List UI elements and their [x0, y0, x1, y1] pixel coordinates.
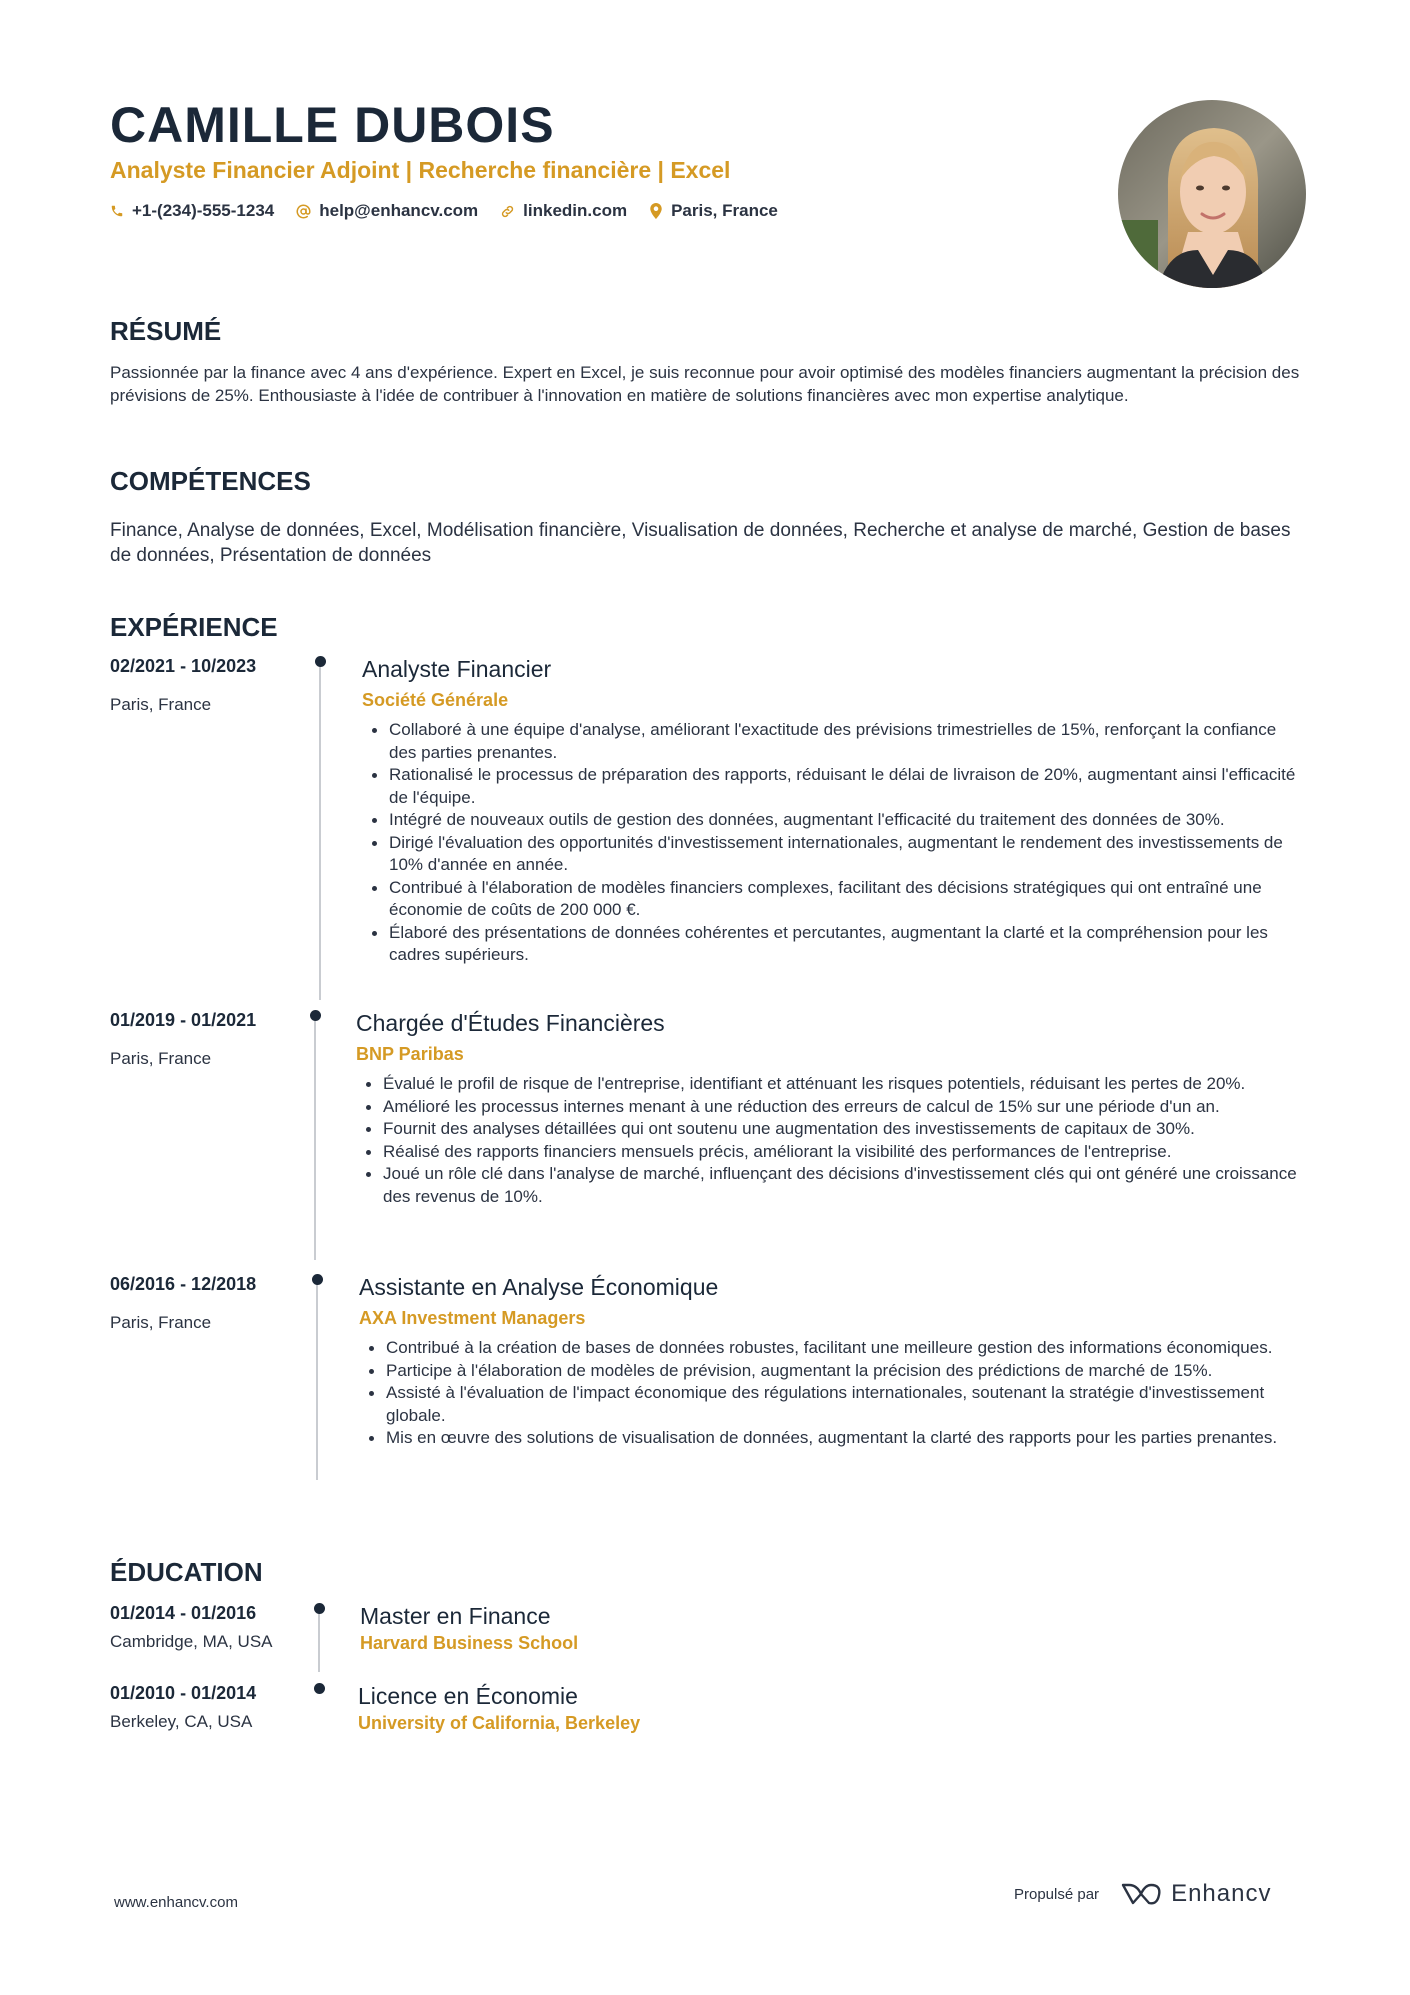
education-heading: ÉDUCATION — [110, 1557, 263, 1587]
job-bullets — [364, 1337, 1308, 1450]
contact-location — [649, 201, 778, 221]
job-company: AXA Investment Managers — [359, 1308, 586, 1328]
contact-phone[interactable] — [110, 201, 274, 221]
job-bullet: Contribué à la création de bases de données robustes, facilitant une meilleure gestion des informations économiques. — [364, 1337, 1308, 1360]
job-bullet: Intégré de nouveaux outils de gestion des données, augmentant l'efficacité du traitement des données de 30%. — [367, 809, 1307, 832]
timeline-line — [314, 1016, 316, 1260]
link-icon — [500, 204, 515, 219]
candidate-subtitle: Analyste Financier Adjoint | Recherche financière | Excel — [110, 157, 731, 183]
job-dates: 02/2021 - 10/2023 — [110, 656, 257, 676]
job-bullet: Participe à l'élaboration de modèles de prévision, augmentant la précision des prédictions de marché de 15%. — [364, 1360, 1308, 1383]
job-location: Paris, France — [110, 1049, 212, 1068]
candidate-name: CAMILLE DUBOIS — [110, 97, 555, 153]
powered-by-text: Propulsé par — [1014, 1885, 1100, 1903]
phone-text: +1-(234)-555-1234 — [132, 201, 275, 220]
location-pin-icon — [649, 203, 663, 219]
job-location: Paris, France — [110, 695, 212, 714]
at-icon — [296, 204, 311, 219]
education-degree: Licence en Économie — [358, 1683, 578, 1709]
job-bullet: Élaboré des présentations de données cohérentes et percutantes, augmentant la clarté et la compréhension pour les cadres supérieurs. — [367, 922, 1307, 967]
location-text: Paris, France — [671, 201, 778, 220]
education-dates: 01/2014 - 01/2016 — [110, 1603, 257, 1623]
timeline-dot — [312, 1274, 323, 1285]
job-dates: 06/2016 - 12/2018 — [110, 1274, 257, 1294]
summary-heading: RÉSUMÉ — [110, 316, 222, 346]
contact-email[interactable] — [296, 201, 478, 221]
contact-bar — [110, 201, 800, 221]
skills-text: Finance, Analyse de données, Excel, Modélisation financière, Visualisation de données, Recherche et analyse de marché, Gestion de bases de données, Présentation de données — [110, 520, 1291, 566]
job-bullet: Évalué le profil de risque de l'entreprise, identifiant et atténuant les risques potentiels, réduisant les pertes de 20%. — [361, 1073, 1307, 1096]
job-bullet: Mis en œuvre des solutions de visualisation de données, augmentant la clarté des rapports pour les parties prenantes. — [364, 1427, 1308, 1450]
job-bullet: Fournit des analyses détaillées qui ont soutenu une augmentation des investissements de capitaux de 30%. — [361, 1118, 1307, 1141]
timeline-dot — [314, 1603, 325, 1614]
profile-photo — [1118, 100, 1306, 288]
job-bullets — [367, 719, 1307, 967]
footer-website[interactable]: www.enhancv.com — [114, 1894, 238, 1911]
education-degree: Master en Finance — [360, 1603, 551, 1629]
job-dates: 01/2019 - 01/2021 — [110, 1010, 257, 1030]
education-location: Berkeley, CA, USA — [110, 1712, 253, 1731]
job-bullet: Dirigé l'évaluation des opportunités d'investissement internationales, augmentant le rendement des investissements de 10% d'année en année. — [367, 832, 1307, 877]
experience-heading: EXPÉRIENCE — [110, 612, 278, 642]
timeline-dot — [315, 656, 326, 667]
phone-icon — [110, 204, 124, 218]
job-bullet: Contribué à l'élaboration de modèles financiers complexes, facilitant des décisions stratégiques qui ont entraîné une économie de coûts de 200 000 €. — [367, 877, 1307, 922]
job-company: Société Générale — [362, 690, 509, 710]
job-bullet: Rationalisé le processus de préparation des rapports, réduisant le délai de livraison de 20%, augmentant ainsi l'efficacité de l'équipe. — [367, 764, 1307, 809]
job-bullet: Amélioré les processus internes menant à une réduction des erreurs de calcul de 15% sur une période d'un an. — [361, 1096, 1307, 1119]
job-bullet: Joué un rôle clé dans l'analyse de marché, influençant des décisions d'investissement clés qui ont généré une croissance des revenus de 10%. — [361, 1163, 1307, 1208]
education-school: Harvard Business School — [360, 1633, 579, 1653]
timeline-line — [316, 1280, 318, 1480]
contact-linkedin[interactable] — [500, 201, 627, 221]
job-bullet: Assisté à l'évaluation de l'impact économique des régulations internationales, soutenant la stratégie d'investissement globale. — [364, 1382, 1308, 1427]
skills-heading: COMPÉTENCES — [110, 466, 311, 496]
linkedin-text: linkedin.com — [523, 201, 628, 220]
job-company: BNP Paribas — [356, 1044, 464, 1064]
portrait-icon — [1118, 100, 1306, 288]
education-dates: 01/2010 - 01/2014 — [110, 1683, 257, 1703]
job-bullet: Réalisé des rapports financiers mensuels précis, améliorant la visibilité des performances de l'entreprise. — [361, 1141, 1307, 1164]
enhancv-logo-icon — [1117, 1881, 1165, 1907]
job-bullet: Collaboré à une équipe d'analyse, améliorant l'exactitude des prévisions trimestrielles de 15%, renforçant la confiance des parties prenantes. — [367, 719, 1307, 764]
timeline-dot — [310, 1010, 321, 1021]
timeline-line — [319, 660, 321, 1000]
timeline-line — [318, 1608, 320, 1672]
job-title: Assistante en Analyse Économique — [359, 1274, 719, 1300]
job-location: Paris, France — [110, 1313, 212, 1332]
email-text: help@enhancv.com — [319, 201, 479, 220]
education-location: Cambridge, MA, USA — [110, 1632, 273, 1651]
summary-text: Passionnée par la finance avec 4 ans d'expérience. Expert en Excel, je suis reconnue pour avoir optimisé des modèles financiers augmentant la précision des prévisions de 25%. Enthousiaste à l'idée de contribuer à l'innovation en matière de solutions financières avec mon expertise analytique. — [110, 363, 1300, 405]
job-title: Chargée d'Études Financières — [356, 1010, 665, 1036]
footer-branding — [1014, 1880, 1271, 1908]
timeline-dot — [314, 1683, 325, 1694]
education-school: University of California, Berkeley — [358, 1713, 641, 1733]
brand-name: Enhancv — [1171, 1880, 1272, 1907]
job-title: Analyste Financier — [362, 656, 552, 682]
job-bullets — [361, 1073, 1307, 1208]
